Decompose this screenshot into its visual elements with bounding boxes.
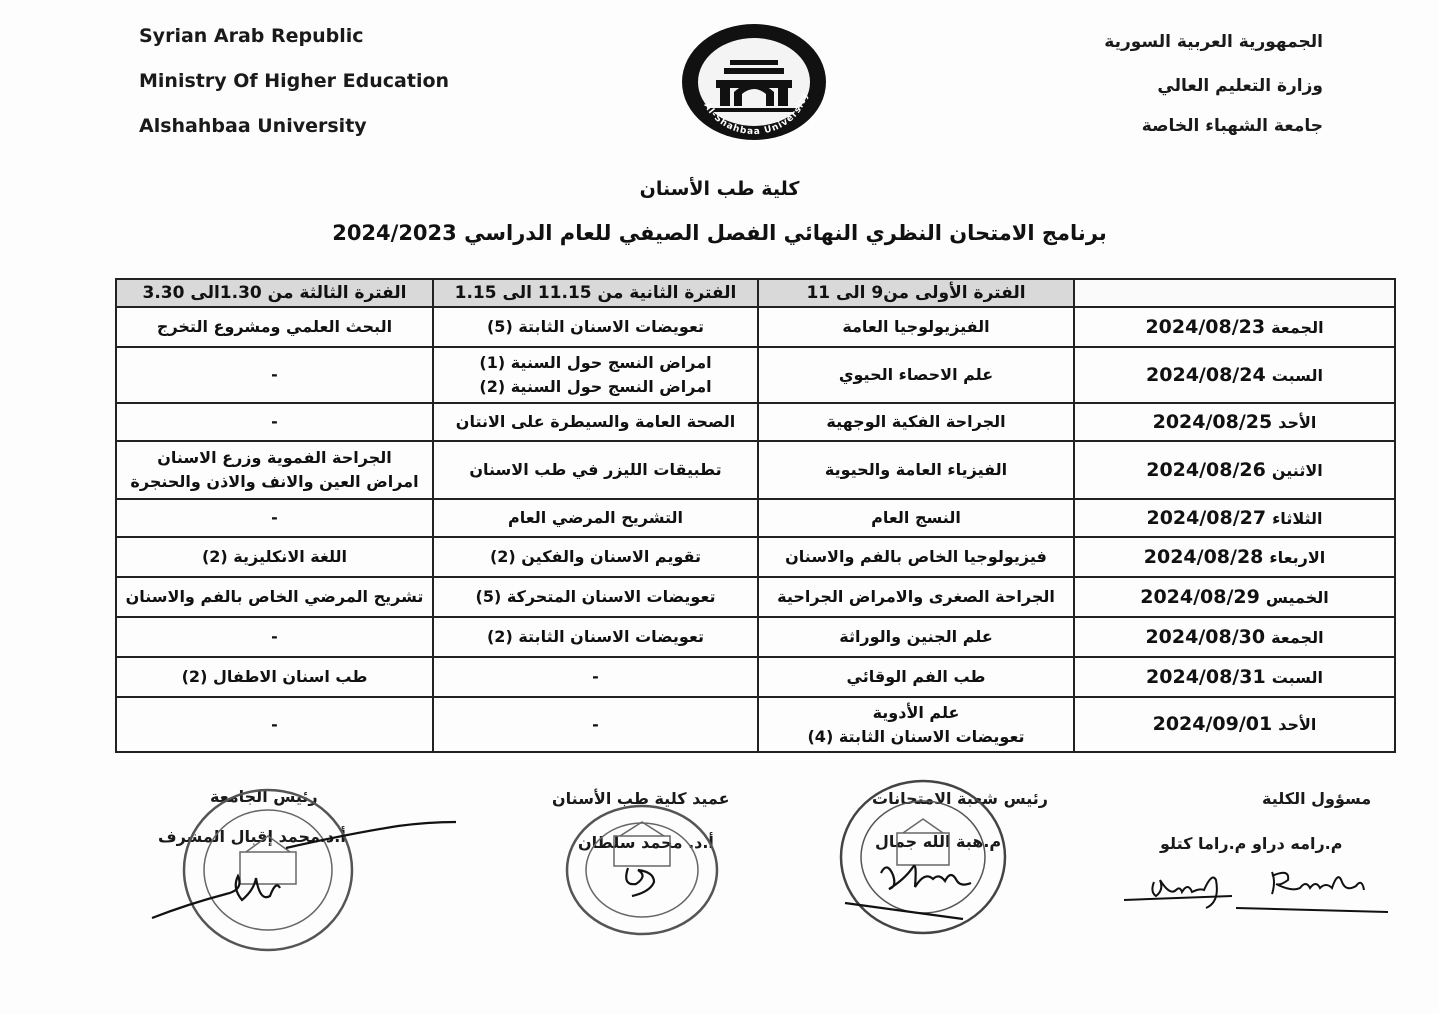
period-3-cell xyxy=(116,347,433,403)
period-2-cell xyxy=(433,499,758,537)
faculty-title: كلية طب الأسنان xyxy=(639,178,800,200)
period-1-cell xyxy=(758,537,1074,577)
period-2-cell xyxy=(433,657,758,697)
subject-name: الجراحة الفكية الوجهية xyxy=(826,412,1006,431)
header-period-3: الفترة الثالثة من 1.30الى 3.30 xyxy=(116,279,433,307)
subject-name: امراض العين والانف والاذن والحنجرة xyxy=(130,472,419,491)
subject-name: علم الاحصاء الحيوي xyxy=(838,365,994,384)
day-name: الاثنين xyxy=(1271,460,1323,480)
subject-name: تشريح المرضي الخاص بالفم والاسنان xyxy=(125,587,424,606)
table-row xyxy=(116,577,1395,617)
subject-name: تعويضات الاسنان الثابتة (5) xyxy=(486,317,704,336)
subject-name: النسج العام xyxy=(871,508,961,527)
day-name: الأحد xyxy=(1278,715,1317,734)
day-name: السبت xyxy=(1271,365,1323,385)
header-ar-country: الجمهورية العربية السورية xyxy=(1104,32,1323,52)
subject-name: البحث العلمي ومشروع التخرج xyxy=(156,317,393,336)
president-name: أ.د.محمد إقبال المشرف xyxy=(158,827,346,846)
subject-name: تعويضات الاسنان الثابتة (4) xyxy=(807,726,1025,746)
period-1-cell xyxy=(758,347,1074,403)
header-date xyxy=(1074,279,1395,307)
period-3-cell xyxy=(116,307,433,347)
period-2-cell xyxy=(433,403,758,441)
period-3-cell xyxy=(116,617,433,657)
period-2-cell xyxy=(433,577,758,617)
date-cell xyxy=(1074,499,1395,537)
date-cell xyxy=(1074,347,1395,403)
period-3-cell xyxy=(116,537,433,577)
subject-name: امراض النسج حول السنية (1) xyxy=(479,353,712,372)
date-cell xyxy=(1074,657,1395,697)
period-3-cell xyxy=(116,499,433,537)
subject-name: التشريح المرضي العام xyxy=(507,508,683,527)
table-row xyxy=(116,307,1395,347)
period-2-cell xyxy=(433,441,758,499)
period-1-cell xyxy=(758,577,1074,617)
subject-name: علم الجنين والوراثة xyxy=(839,627,993,646)
header-en-university: Alshahbaa University xyxy=(139,115,367,137)
day-name: السبت xyxy=(1271,667,1323,687)
period-1-cell xyxy=(758,441,1074,499)
exams-head-title: رئيس شعبة الامتحانات xyxy=(872,789,1048,808)
program-title: برنامج الامتحان النظري النهائي الفصل الصيفي للعام الدراسي 2024/2023 xyxy=(332,221,1107,245)
date-value: 2024/08/30 xyxy=(1145,625,1266,648)
dean-name: أ.د. محمد سلطان xyxy=(578,833,714,852)
period-1-cell xyxy=(758,403,1074,441)
subject-name: تعويضات الاسنان المتحركة (5) xyxy=(475,587,716,606)
subject-name: - xyxy=(271,412,278,431)
period-1-cell xyxy=(758,307,1074,347)
table-row xyxy=(116,347,1395,403)
faculty-official-signatures xyxy=(1120,862,1395,922)
date-cell xyxy=(1074,537,1395,577)
table-row xyxy=(116,537,1395,577)
subject-name: الفيزياء العامة والحيوية xyxy=(824,460,1008,479)
period-3-cell xyxy=(116,403,433,441)
president-title: رئيس الجامعة xyxy=(210,787,318,806)
date-cell xyxy=(1074,697,1395,752)
exams-head-name: م.هبة الله جمال xyxy=(875,832,1002,851)
faculty-official-names: م.رامه دراو م.راما كتلو xyxy=(1160,834,1343,853)
subject-name: طب الفم الوقائي xyxy=(846,667,986,686)
day-name: الخميس xyxy=(1265,587,1329,607)
period-1-cell xyxy=(758,657,1074,697)
date-value: 2024/08/27 xyxy=(1146,506,1267,529)
header-en-country: Syrian Arab Republic xyxy=(139,25,364,47)
table-row xyxy=(116,697,1395,752)
date-cell xyxy=(1074,403,1395,441)
header-ar-ministry: وزارة التعليم العالي xyxy=(1157,76,1323,96)
table-row xyxy=(116,403,1395,441)
president-stamp xyxy=(148,778,463,958)
day-name: الأحد xyxy=(1278,412,1317,432)
subject-name: امراض النسج حول السنية (2) xyxy=(479,377,712,396)
day-name: الجمعة xyxy=(1271,627,1324,647)
subject-name: اللغة الانكليزية (2) xyxy=(201,547,348,566)
subject-name: - xyxy=(592,714,599,734)
table-header-row xyxy=(116,279,1395,307)
subject-name: الجراحة الصغرى والامراض الجراحية xyxy=(777,587,1055,606)
subject-name: الفيزيولوجيا العامة xyxy=(842,317,990,336)
header-en-ministry: Ministry Of Higher Education xyxy=(139,70,450,92)
period-1-cell xyxy=(758,617,1074,657)
table-row xyxy=(116,441,1395,499)
subject-name: فيزيولوجيا الخاص بالفم والاسنان xyxy=(785,547,1047,566)
date-cell xyxy=(1074,617,1395,657)
exam-schedule-table xyxy=(115,278,1396,753)
subject-name: طب اسنان الاطفال (2) xyxy=(181,667,368,686)
subject-name: - xyxy=(271,508,278,527)
subject-name: علم الأدوية xyxy=(872,702,960,722)
faculty-official-title: مسؤول الكلية xyxy=(1262,789,1372,808)
period-3-cell xyxy=(116,441,433,499)
university-logo xyxy=(680,22,828,142)
period-1-cell xyxy=(758,499,1074,537)
period-3-cell xyxy=(116,577,433,617)
subject-name: تطبيقات الليزر في طب الاسنان xyxy=(469,460,722,479)
header-period-2: الفترة الثانية من 11.15 الى 1.15 xyxy=(433,279,758,307)
subject-name: - xyxy=(271,365,278,384)
dean-stamp xyxy=(562,800,722,940)
exams-stamp xyxy=(835,775,1010,940)
day-name: الاربعاء xyxy=(1269,547,1326,567)
subject-name: تعويضات الاسنان الثابتة (2) xyxy=(486,627,704,646)
date-value: 2024/08/25 xyxy=(1152,410,1273,433)
period-1-cell xyxy=(758,697,1074,752)
period-2-cell xyxy=(433,307,758,347)
period-2-cell xyxy=(433,537,758,577)
header-period-1: الفترة الأولى من9 الى 11 xyxy=(758,279,1074,307)
date-value: 2024/08/28 xyxy=(1143,545,1264,568)
date-cell xyxy=(1074,577,1395,617)
subject-name: تقويم الاسنان والفكين (2) xyxy=(489,547,702,566)
subject-name: الصحة العامة والسيطرة على الانتان xyxy=(455,412,736,431)
period-3-cell xyxy=(116,657,433,697)
table-row xyxy=(116,499,1395,537)
date-value: 2024/08/24 xyxy=(1146,363,1266,386)
table-row xyxy=(116,657,1395,697)
header-ar-university: جامعة الشهباء الخاصة xyxy=(1141,116,1323,136)
subject-name: - xyxy=(592,667,599,686)
period-2-cell xyxy=(433,617,758,657)
date-cell xyxy=(1074,441,1395,499)
date-value: 2024/09/01 xyxy=(1152,713,1273,735)
subject-name: الجراحة الفموية وزرع الاسنان xyxy=(157,448,392,467)
period-3-cell xyxy=(116,697,433,752)
day-name: الجمعة xyxy=(1271,317,1324,337)
subject-name: - xyxy=(271,714,278,734)
logo-text: Al-Shahbaa University xyxy=(701,91,811,138)
dean-title: عميد كلية طب الأسنان xyxy=(552,789,730,808)
date-value: 2024/08/23 xyxy=(1145,315,1266,338)
date-value: 2024/08/29 xyxy=(1140,585,1260,608)
date-cell xyxy=(1074,307,1395,347)
period-2-cell xyxy=(433,347,758,403)
day-name: الثلاثاء xyxy=(1272,508,1323,528)
table-row xyxy=(116,617,1395,657)
period-2-cell xyxy=(433,697,758,752)
date-value: 2024/08/31 xyxy=(1146,665,1266,688)
subject-name: - xyxy=(271,627,278,646)
date-value: 2024/08/26 xyxy=(1146,458,1266,481)
